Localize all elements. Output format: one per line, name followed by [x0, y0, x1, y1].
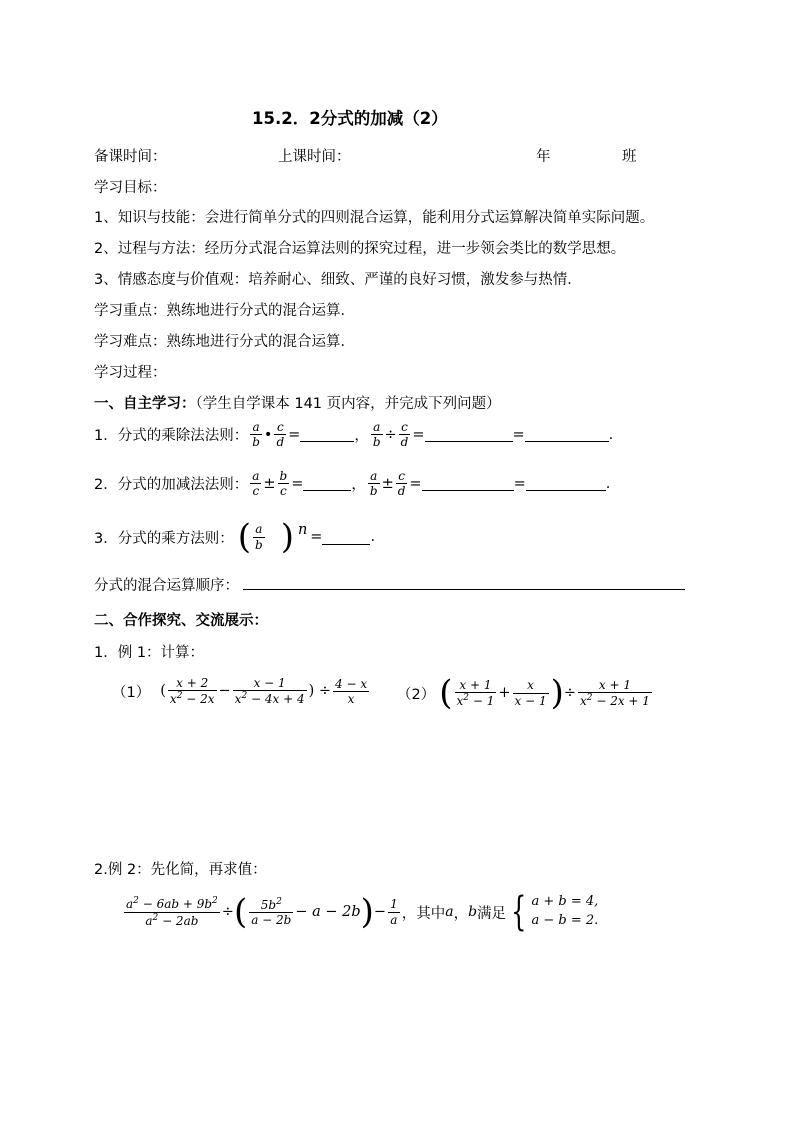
formula-fraction: $\frac{c}{d}$	[397, 469, 406, 499]
key-point: 学习重点：熟练地进行分式的混合运算．	[94, 303, 355, 319]
header-row	[94, 145, 637, 166]
rule-power: 3．分式的乘方法则： ( $\frac{a}{b}$ ) n = .	[94, 517, 376, 557]
answer-blank[interactable]	[303, 476, 351, 491]
rule-multiply-divide: 1．分式的乘除法法则： $\frac{a}{b}$ • $\frac{c}{d}$ = ， $\frac{a}{b}$ ÷ $\frac{c}{d}$ = = .	[94, 420, 614, 450]
example1-label: 1．例 1：计算：	[94, 645, 205, 661]
answer-blank[interactable]	[422, 476, 514, 491]
answer-blank[interactable]	[243, 575, 685, 590]
part-number: （2）	[397, 686, 436, 703]
rule-add-subtract: 2．分式的加减法法则： $\frac{a}{c}$ ± $\frac{b}{c}$ = ， $\frac{a}{b}$ ± $\frac{c}{d}$ = = .	[94, 469, 611, 499]
order-row	[94, 574, 685, 595]
objective-item: 2、过程与方法：经历分式混合运算法则的探究过程，进一步领会类比的数学思想。	[94, 241, 626, 257]
example1-part1: （1） ( $\frac{x + 2}{x^2 - 2x}$ − $\frac{x - 1}{x^2 - 4x + 4}$ ) ÷ $\frac{4 - x}{x}$	[112, 676, 368, 707]
dot-operator: •	[263, 426, 273, 443]
formula-fraction: $\frac{b}{c}$	[279, 469, 288, 499]
system-equation-1: a + b = 4,	[531, 894, 599, 910]
class-label: 班	[622, 149, 637, 165]
section2-heading: 二、合作探究、交流展示：	[94, 613, 268, 629]
formula-fraction: $\frac{x + 2}{x^2 - 2x}$	[169, 676, 215, 707]
answer-blank[interactable]	[322, 530, 370, 545]
objective-item: 1、知识与技能：会进行简单分式的四则混合运算，能利用分式运算解决简单实际问题。	[94, 210, 655, 226]
formula-fraction: $\frac{5b^2}{a - 2b}$	[251, 896, 292, 927]
formula-fraction: $\frac{1}{a}$	[390, 897, 398, 927]
section1-note: （学生自学课本 141 页内容，并完成下列问题）	[195, 396, 501, 412]
formula-fraction: $\frac{x}{x - 1}$	[514, 678, 547, 708]
answer-blank[interactable]	[525, 427, 609, 442]
formula-fraction: $\frac{c}{d}$	[400, 420, 409, 450]
system-equation-2: a − b = 2.	[531, 913, 599, 928]
section1-heading-row	[94, 392, 501, 413]
example1-part2: （2） ( $\frac{x + 1}{x^2 - 1}$ + $\frac{x}{x - 1}$ ) ÷ $\frac{x + 1}{x^2 - 2x + 1}$	[397, 673, 650, 713]
example2-expression: $\frac{a^2 - 6ab + 9b^2}{a^2 - 2ab}$ ÷ ( $\frac{5b^2}{a - 2b}$ − a − 2b ) − $\frac{1}{a}$ ，其中 a ， b 满足 { a + b = 4, a − b = 2.	[126, 889, 599, 935]
formula-fraction: $\frac{a}{b}$	[372, 420, 381, 450]
formula-fraction: $\frac{a}{b}$	[255, 522, 263, 552]
page-title: 15.2．2分式的加减（2）	[252, 109, 448, 128]
rule1-label: 1．分式的乘除法法则：	[94, 428, 249, 445]
process-heading: 学习过程：	[94, 365, 167, 381]
formula-fraction: $\frac{x - 1}{x^2 - 4x + 4}$	[234, 676, 305, 707]
rule2-label: 2．分式的加减法法则：	[94, 477, 249, 494]
class-time-label: 上课时间：	[278, 149, 351, 165]
example2-label: 2.例 2：先化简，再求值：	[94, 862, 267, 878]
rule3-label: 3．分式的乘方法则：	[94, 530, 234, 547]
formula-fraction: $\frac{a}{b}$	[252, 420, 260, 450]
formula-fraction: $\frac{a^2 - 6ab + 9b^2}{a^2 - 2ab}$	[126, 896, 218, 928]
formula-fraction: $\frac{a}{c}$	[252, 469, 260, 499]
formula-fraction: $\frac{4 - x}{x}$	[335, 676, 368, 706]
answer-blank[interactable]	[300, 427, 354, 442]
section1-heading: 一、自主学习：	[94, 396, 196, 412]
answer-blank[interactable]	[425, 427, 513, 442]
answer-blank[interactable]	[526, 476, 606, 491]
formula-fraction: $\frac{c}{d}$	[276, 420, 285, 450]
formula-fraction: $\frac{a}{b}$	[369, 469, 378, 499]
formula-fraction: $\frac{x + 1}{x^2 - 2x + 1}$	[580, 677, 650, 708]
equation-system: { a + b = 4, a − b = 2.	[511, 889, 599, 935]
objectives-heading: 学习目标：	[94, 180, 167, 196]
formula-fraction: $\frac{x + 1}{x^2 - 1}$	[456, 677, 495, 708]
order-label: 分式的混合运算顺序：	[94, 578, 239, 594]
year-label: 年	[536, 149, 551, 165]
objective-item: 3、情感态度与价值观：培养耐心、细致、严谨的良好习惯，激发参与热情．	[94, 272, 582, 288]
part-number: （1）	[112, 684, 151, 701]
difficulty: 学习难点：熟练地进行分式的混合运算．	[94, 334, 355, 350]
prep-time-label: 备课时间：	[94, 149, 167, 165]
